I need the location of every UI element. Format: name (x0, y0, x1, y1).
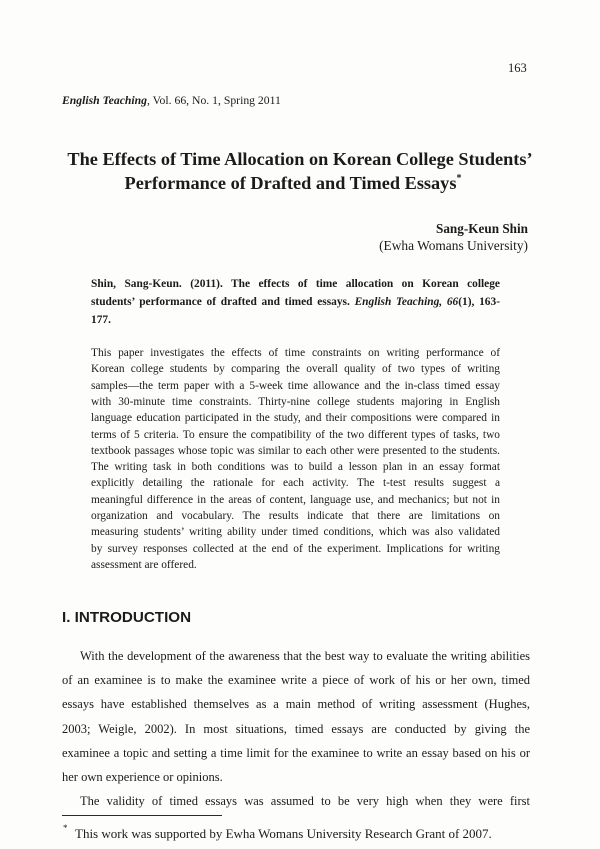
citation-pages: (1), 163- (458, 296, 500, 308)
title-line-1: The Effects of Time Allocation on Korean College Students’ (67, 149, 533, 169)
page-number: 163 (508, 61, 527, 75)
abstract-line: assessment are offered. (91, 558, 197, 571)
abstract-line: meaningful difference in the areas of content, language use, and mechanics; but not in (91, 493, 500, 506)
abstract-line: This paper investigates the effects of time constraints on writing performance of (91, 347, 500, 359)
abstract-line: samples—the term paper with a 5-week time allowance and the in-class timed essay (91, 379, 500, 392)
journal-name: English Teaching (62, 94, 147, 107)
author-affiliation: (Ewha Womans University) (379, 238, 528, 253)
abstract-line: The writing task in both conditions was to build a lesson plan in an essay format (91, 461, 500, 474)
abstract-line: Korean college students by comparing the overall quality of two types of writing (91, 363, 500, 376)
abstract-line: by survey responses collected at the end of the experiment. Implications for writing (91, 542, 500, 555)
abstract-line: textbook passages whose topic was similar to each other were presented to the students. (91, 444, 500, 457)
abstract-line: terms of 5 criteria. To ensure the compatibility of the two different types of tasks, two (91, 428, 500, 441)
citation-journal: English Teaching, 66 (354, 296, 459, 308)
title-line-2 (0, 172, 586, 194)
abstract-line: language education participated in the study, and their compositions were compared in (91, 412, 500, 425)
body-line: With the development of the awareness that the best way to evaluate the writing abilities (80, 649, 530, 663)
footnote-text: This work was supported by Ewha Womans University Research Grant of 2007. (75, 826, 492, 841)
issue-details: , Vol. 66, No. 1, Spring 2011 (146, 94, 281, 107)
body-line: essays have established themselves as a main method of writing assessment (Hughes, (62, 697, 530, 712)
body-line: examinee a topic and setting a time limit for the examinee to write an essay based on his or (62, 745, 530, 760)
footnote-marker: * (63, 823, 68, 833)
body-line: 2003; Weigle, 2002). In most situations, timed essays are conducted by giving the (62, 721, 530, 736)
abstract-line: organization and vocabulary. The results indicate that there are limitations on (91, 510, 500, 522)
section-heading: I. INTRODUCTION (62, 609, 192, 626)
body-line: her own experience or opinions. (62, 770, 223, 784)
citation-line: Shin, Sang-Keun. (2011). The effects of time allocation on Korean college (91, 278, 500, 290)
body-line: The validity of timed essays was assumed to be very high when they were first (80, 794, 530, 809)
title-footnote-marker: * (456, 173, 462, 184)
abstract-line: with 30-minute time constraints. Thirty-nine college students majoring in English (91, 395, 500, 408)
abstract-line: explicitly detailing the rationale for each activity. The t-test results suggest a (91, 477, 500, 490)
abstract-line: measuring students’ writing ability under timed conditions, which was also validated (91, 526, 500, 539)
title-line-2-text: Performance of Drafted and Timed Essays (124, 173, 457, 193)
citation-text: students’ performance of drafted and timed essays. (91, 296, 355, 308)
citation-line (91, 295, 500, 309)
author-name: Sang-Keun Shin (436, 221, 528, 236)
body-line: of an examinee is to make the examinee write a piece of work of his or her own, timed (62, 673, 530, 688)
running-header (62, 94, 281, 108)
footnote-rule (62, 815, 222, 816)
citation-line: 177. (91, 314, 111, 326)
